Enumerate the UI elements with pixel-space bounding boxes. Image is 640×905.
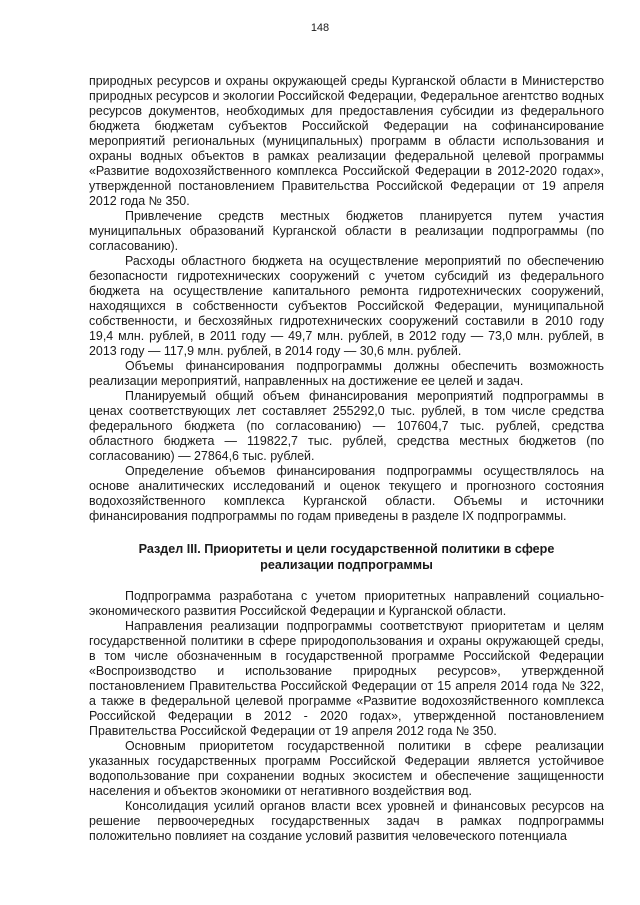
paragraph: Объемы финансирования подпрограммы должны обеспечить возможность реализации мероприятий, направленных на достижение ее целей и задач. — [89, 359, 604, 388]
paragraph: Подпрограмма разработана с учетом приоритетных направлений социально-экономического развития Российской Федерации и Курганской области. — [89, 589, 604, 618]
document-body — [89, 74, 604, 844]
section-heading-line: Раздел III. Приоритеты и цели государственной политики в сфере — [138, 542, 555, 556]
paragraph: Расходы областного бюджета на осуществление мероприятий по обеспечению безопасности гидротехнических сооружений с учетом субсидий из федерального бюджета на осуществление капитального ремонта гидротехнических сооружений, находящихся в собственности субъектов Российской Федерации, муниципальной собственности, и бесхозяйных гидротехнических сооружений составили в 2010 году 19,4 млн. рублей, в 2011 году — 49,7 млн. рублей, в 2012 году — 73,0 млн. рублей, в 2013 году — 117,9 млн. рублей, в 2014 году — 30,6 млн. рублей. — [89, 254, 604, 358]
paragraph: Консолидация усилий органов власти всех уровней и финансовых ресурсов на решение первоочередных государственных задач в рамках подпрограммы положительно повлияет на создание условий развития человеческого потенциала — [89, 799, 604, 843]
section-heading-line: реализации подпрограммы — [260, 557, 433, 572]
section-heading — [89, 542, 604, 573]
paragraph: Направления реализации подпрограммы соответствуют приоритетам и целям государственной политики в сфере природопользования и охраны окружающей среды, в том числе обозначенным в государственной программе Российской Федерации «Воспроизводство и использование природных ресурсов», утвержденной постановлением Правительства Российской Федерации от 15 апреля 2014 года № 322, а также в федеральной целевой программе «Развитие водохозяйственного комплекса Российской Федерации в 2012 - 2020 годах», утвержденной постановлением Правительства Российской Федерации от 19 апреля 2012 года № 350. — [89, 619, 604, 738]
paragraph: Основным приоритетом государственной политики в сфере реализации указанных государственных программ Российской Федерации является устойчивое водопользование при сохранении водных экосистем и обеспечение защищенности населения и объектов экономики от негативного воздействия вод. — [89, 739, 604, 798]
paragraph: Определение объемов финансирования подпрограммы осуществлялось на основе аналитических исследований и оценок текущего и прогнозного состояния водохозяйственного комплекса Курганской области. Объемы и источники финансирования подпрограммы по годам приведены в разделе IX подпрограммы. — [89, 464, 604, 523]
paragraph: Планируемый общий объем финансирования мероприятий подпрограммы в ценах соответствующих лет составляет 255292,0 тыс. рублей, в том числе средства федерального бюджета (по согласованию) — 107604,7 тыс. рублей, средства областного бюджета — 119822,7 тыс. рублей, средства местных бюджетов (по согласованию) — 27864,6 тыс. рублей. — [89, 389, 604, 463]
page-number: 148 — [310, 22, 330, 34]
paragraph: природных ресурсов и охраны окружающей среды Курганской области в Министерство природных ресурсов и экологии Российской Федерации, Федеральное агентство водных ресурсов документов, необходимых для предоставления субсидии из федерального бюджета бюджетам субъектов Российской Федерации на софинансирование мероприятий региональных (муниципальных) программ в области использования и охраны водных объектов в рамках реализации федеральной целевой программы «Развитие водохозяйственного комплекса Российской Федерации в 2012-2020 годах», утвержденной постановлением Правительства Российской Федерации от 19 апреля 2012 года № 350. — [89, 74, 604, 208]
paragraph: Привлечение средств местных бюджетов планируется путем участия муниципальных образований Курганской области в реализации подпрограммы (по согласованию). — [89, 209, 604, 253]
